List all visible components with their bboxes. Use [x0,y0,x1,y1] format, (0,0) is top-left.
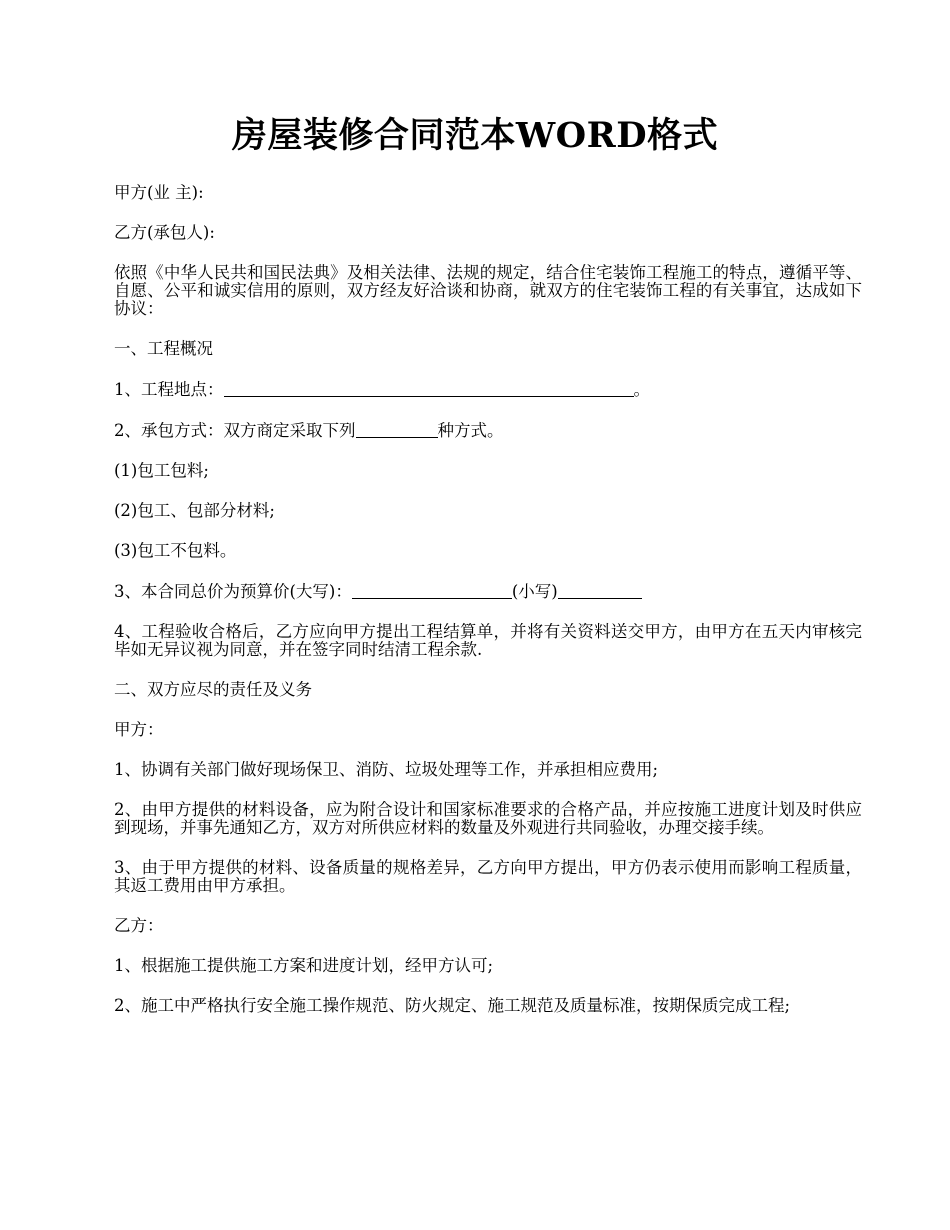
party-b-line: 乙方(承包人): [114,223,215,242]
mode-suffix: 种方式。 [437,421,504,440]
price-label: 3、本合同总价为预算价(大写)： [114,582,352,601]
party-a-duties-label: 甲方： [114,720,164,739]
party-b-duty-1: 1、根据施工提供施工方案和进度计划，经甲方认可; [114,956,494,975]
party-a-line: 甲方(业 主): [114,183,204,202]
mode-label: 2、承包方式：双方商定采取下列 [114,421,356,440]
price-lowercase-blank [558,582,642,599]
contract-mode-line [114,421,862,440]
option-2: (2)包工、包部分材料; [114,501,275,520]
site-suffix: 。 [633,380,650,399]
option-1: (1)包工包料; [114,461,209,480]
section-heading-duties: 二、双方应尽的责任及义务 [114,680,312,699]
price-capital-blank [352,582,512,599]
party-a-duty-2: 2、由甲方提供的材料设备，应为附合设计和国家标准要求的合格产品，并应按施工进度计划及时供应到现场，并事先通知乙方，双方对所供应材料的数量及外观进行共同验收，办理交接手续。 [114,800,862,837]
preamble-paragraph: 依照《中华人民共和国民法典》及相关法律、法规的规定，结合住宅装饰工程施工的特点，遵循平等、自愿、公平和诚实信用的原则，双方经友好洽谈和协商，就双方的住宅装饰工程的有关事宜，达成如下协议： [114,263,862,318]
site-label: 1、工程地点： [114,380,224,399]
party-b-duty-2: 2、施工中严格执行安全施工操作规范、防火规定、施工规范及质量标准，按期保质完成工程; [114,996,791,1015]
party-a-duty-3: 3、由于甲方提供的材料、设备质量的规格差异，乙方向甲方提出，甲方仍表示使用而影响工程质量，其返工费用由甲方承担。 [114,858,862,895]
document-body [114,184,862,1037]
document-title: 房屋装修合同范本WORD格式 [231,115,719,156]
acceptance-paragraph: 4、工程验收合格后，乙方应向甲方提出工程结算单，并将有关资料送交甲方，由甲方在五天内审核完毕如无异议视为同意，并在签字同时结清工程余款. [114,622,862,659]
price-lowercase-label: (小写) [511,582,558,601]
section-heading-overview: 一、工程概况 [114,339,213,358]
party-b-duties-label: 乙方： [114,916,164,935]
party-a-duty-1: 1、协调有关部门做好现场保卫、消防、垃圾处理等工作，并承担相应费用; [114,760,659,779]
site-line [114,380,862,399]
mode-blank [356,421,438,438]
option-3: (3)包工不包料。 [114,541,237,560]
site-blank [224,380,634,397]
price-line [114,582,862,601]
